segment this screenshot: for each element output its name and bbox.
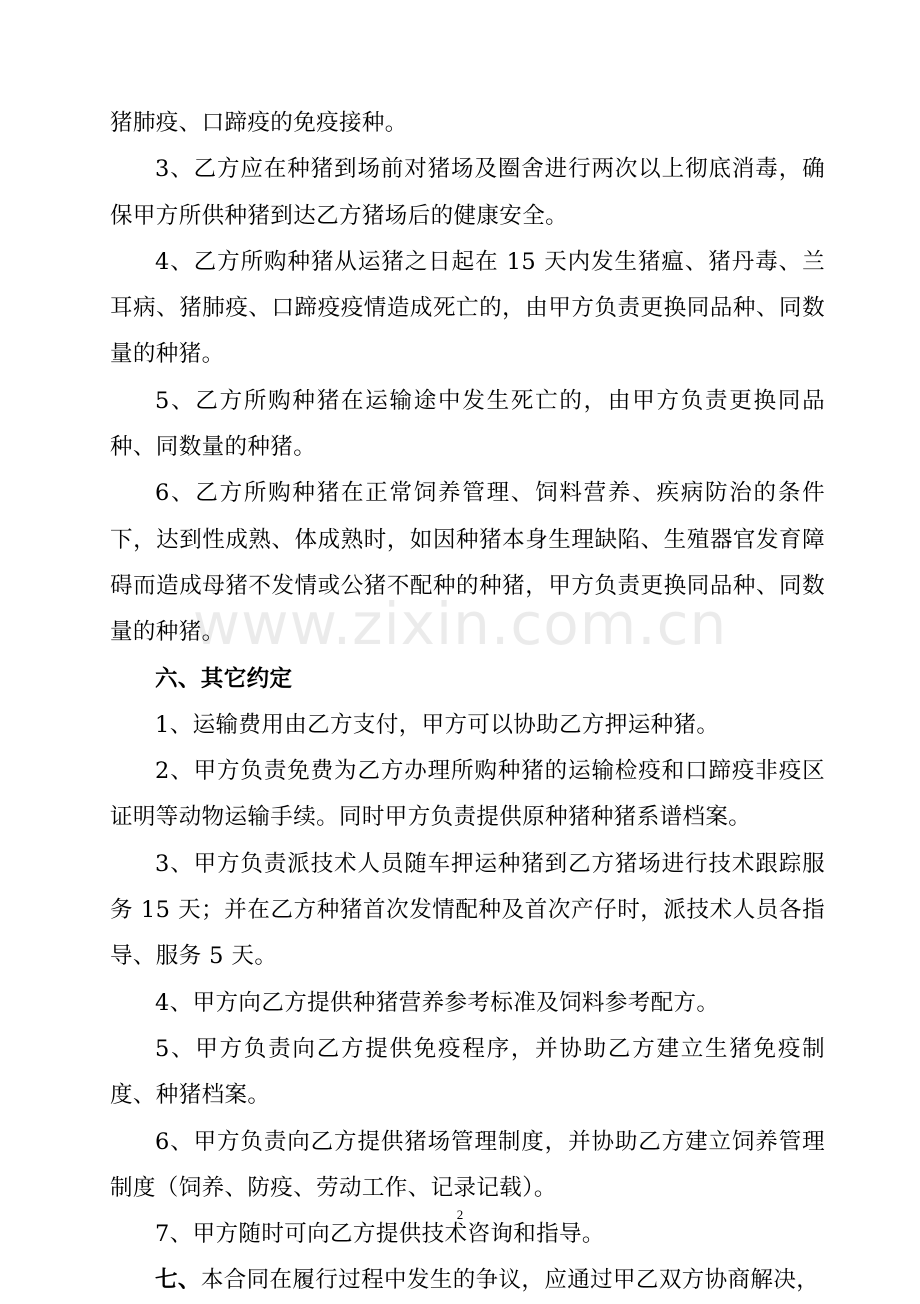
section-text: 本合同在履行过程中发生的争议，应通过甲乙双方协商解决， <box>200 1267 820 1294</box>
paragraph-clause-4: 4、乙方所购种猪从运猪之日起在 15 天内发生猪瘟、猪丹毒、兰耳病、猪肺疫、口蹄疫疫情造成死亡的，由甲方负责更换同品种、同数量的种猪。 <box>110 248 825 368</box>
paragraph-agreement-7: 7、甲方随时可向乙方提供技术咨询和指导。 <box>155 1221 605 1248</box>
paragraph-clause-6: 6、乙方所购种猪在正常饲养管理、饲料营养、疾病防治的条件下，达到性成熟、体成熟时，如因种猪本身生理缺陷、生殖器官发育障碍而造成母猪不发情或公猪不配种的种猪，甲方负责更换同品种、同数量的种猪。 <box>110 480 825 646</box>
paragraph-agreement-3: 3、甲方负责派技术人员随车押运种猪到乙方猪场进行技术跟踪服务 15 天；并在乙方种猪首次发情配种及首次产仔时，派技术人员各指导、服务 5 天。 <box>110 850 825 970</box>
page-number: 2 <box>456 1207 464 1222</box>
paragraph-agreement-5: 5、甲方负责向乙方提供免疫程序，并协助乙方建立生猪免疫制度、种猪档案。 <box>110 1035 825 1109</box>
watermark: www.zixin.com.cn <box>192 590 728 658</box>
section-heading-disputes <box>110 1257 825 1303</box>
document-body <box>110 100 825 1304</box>
paragraph-agreement-1: 1、运输费用由乙方支付，甲方可以协助乙方押运种猪。 <box>155 711 720 738</box>
paragraph-continuation: 猪肺疫、口蹄疫的免疫接种。 <box>110 110 408 136</box>
paragraph-agreement-4: 4、甲方向乙方提供种猪营养参考标准及饲料参考配方。 <box>155 989 720 1016</box>
section-heading-other-agreements: 六、其它约定 <box>155 665 293 692</box>
section-number: 七、 <box>155 1267 201 1294</box>
paragraph-agreement-2: 2、甲方负责免费为乙方办理所购种猪的运输检疫和口蹄疫非疫区证明等动物运输手续。同时甲方负责提供原种猪种猪系谱档案。 <box>110 758 825 831</box>
paragraph-clause-3: 3、乙方应在种猪到场前对猪场及圈舍进行两次以上彻底消毒，确保甲方所供种猪到达乙方猪场后的健康安全。 <box>110 156 825 229</box>
paragraph-clause-5: 5、乙方所购种猪在运输途中发生死亡的，由甲方负责更换同品种、同数量的种猪。 <box>110 387 825 461</box>
paragraph-agreement-6: 6、甲方负责向乙方提供猪场管理制度，并协助乙方建立饲养管理制度（饲养、防疫、劳动工作、记录记载）。 <box>110 1128 825 1201</box>
